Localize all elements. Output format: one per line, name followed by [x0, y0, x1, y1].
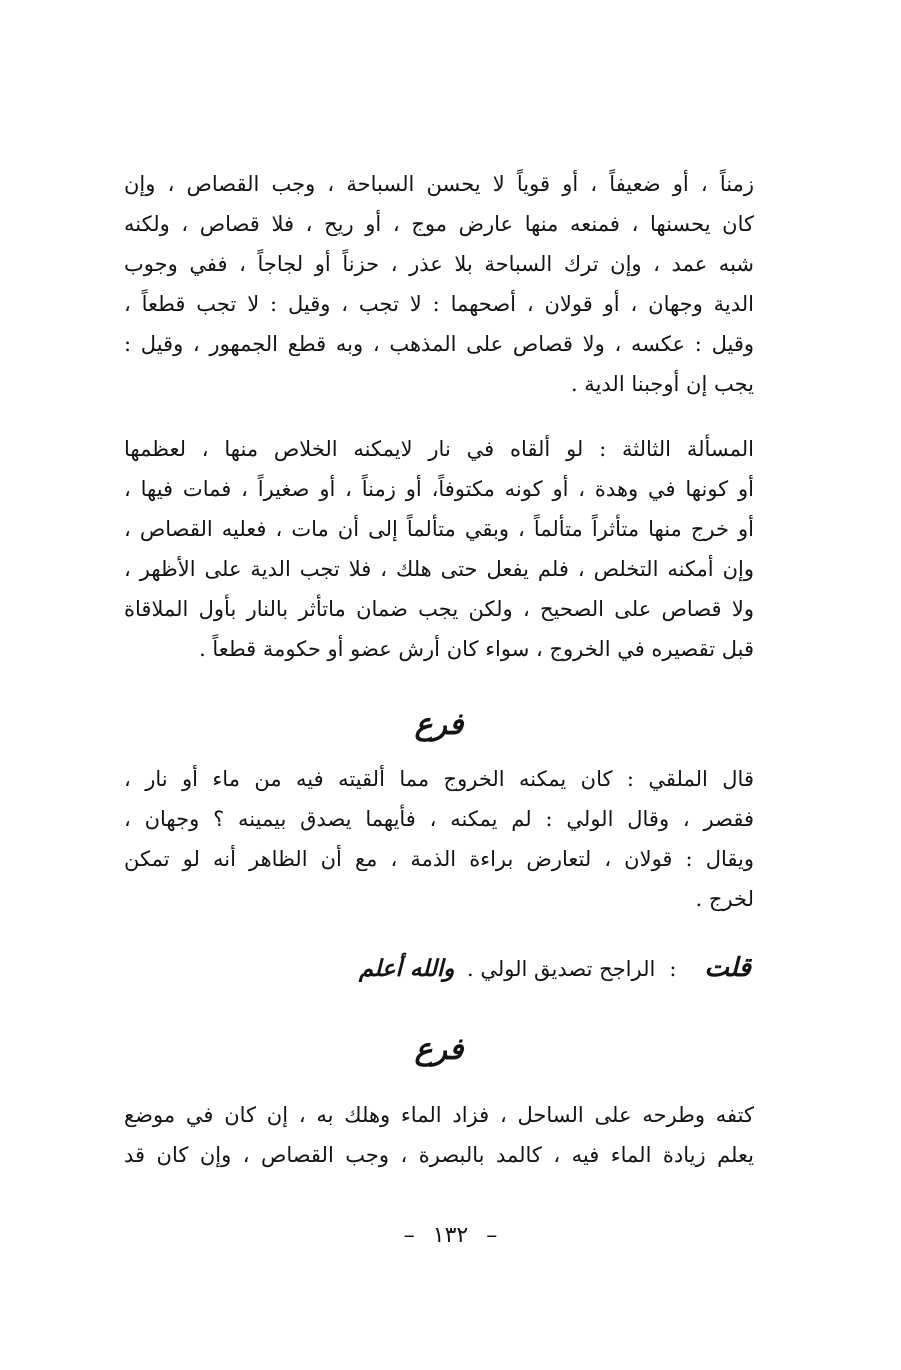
text-line: قبل تقصيره في الخروج ، سواء كان أرش عضو أو حكومة قطعاً . [199, 637, 754, 661]
note-text: الراجح تصديق الولي . [467, 957, 656, 981]
text-line: زمناً ، أو ضعيفاً ، أو قوياً لا يحسن السباحة ، وجب القصاص ، وإن [124, 172, 754, 196]
text-line: فقصر ، وقال الولي : لم يمكنه ، فأيهما يصدق بيمينه ؟ وجهان ، [124, 807, 754, 831]
page-number-value: ١٣٢ [432, 1223, 469, 1248]
text-line: الدية وجهان ، أو قولان ، أصحهما : لا تجب ، وقيل : لا تجب قطعاً ، [124, 292, 754, 316]
paragraph-shore [124, 1095, 754, 1175]
text-line: ويقال : قولان ، لتعارض براءة الذمة ، مع أن الظاهر أنه لو تمكن [124, 847, 754, 871]
text-line: أو خرج منها متأثراً متألماً ، وبقي متألماً إلى أن مات ، فعليه القصاص ، [124, 517, 754, 541]
note-closing: والله أعلم [358, 955, 455, 982]
text-line: المسألة الثالثة : لو ألقاه في نار لايمكنه الخلاص منها ، لعظمها [124, 437, 754, 461]
text-line: وقيل : عكسه ، ولا قصاص على المذهب ، وبه قطع الجمهور ، وقيل : [124, 332, 754, 356]
page-number [0, 1216, 901, 1256]
author-note [359, 948, 751, 989]
paragraph-dispute [124, 759, 754, 919]
section-heading: فرع [414, 707, 464, 742]
page-number-dash: – [486, 1223, 498, 1248]
text-line: كان يحسنها ، فمنعه منها عارض موج ، أو ريح ، فلا قصاص ، ولكنه [124, 212, 754, 236]
text-line: أو كونها في وهدة ، أو كونه مكتوفاً، أو زمناً ، أو صغيراً ، فمات فيها ، [124, 477, 754, 501]
paragraph-drowning [124, 164, 754, 404]
text-line: شبه عمد ، وإن ترك السباحة بلا عذر ، حزناً أو لجاجاً ، ففي وجوب [124, 252, 754, 276]
text-line: كتفه وطرحه على الساحل ، فزاد الماء وهلك به ، إن كان في موضع [124, 1103, 754, 1127]
paragraph-third-issue [124, 429, 754, 669]
section-heading: فرع [414, 1032, 464, 1067]
text-line: لخرج . [695, 887, 754, 911]
text-line: يجب إن أوجبنا الدية . [570, 372, 754, 396]
note-label: قلت [704, 953, 751, 983]
text-line: قال الملقي : كان يمكنه الخروج مما ألقيته فيه من ماء أو نار ، [124, 767, 754, 791]
text-line: ولا قصاص على الصحيح ، ولكن يجب ضمان ماتأثر بالنار بأول الملاقاة [124, 597, 754, 621]
text-line: وإن أمكنه التخلص ، فلم يفعل حتى هلك ، فلا تجب الدية على الأظهر ، [124, 557, 754, 581]
note-colon: : [669, 957, 677, 981]
page-number-dash: – [403, 1223, 415, 1248]
text-line: يعلم زيادة الماء فيه ، كالمد بالبصرة ، وجب القصاص ، وإن كان قد [124, 1143, 754, 1167]
